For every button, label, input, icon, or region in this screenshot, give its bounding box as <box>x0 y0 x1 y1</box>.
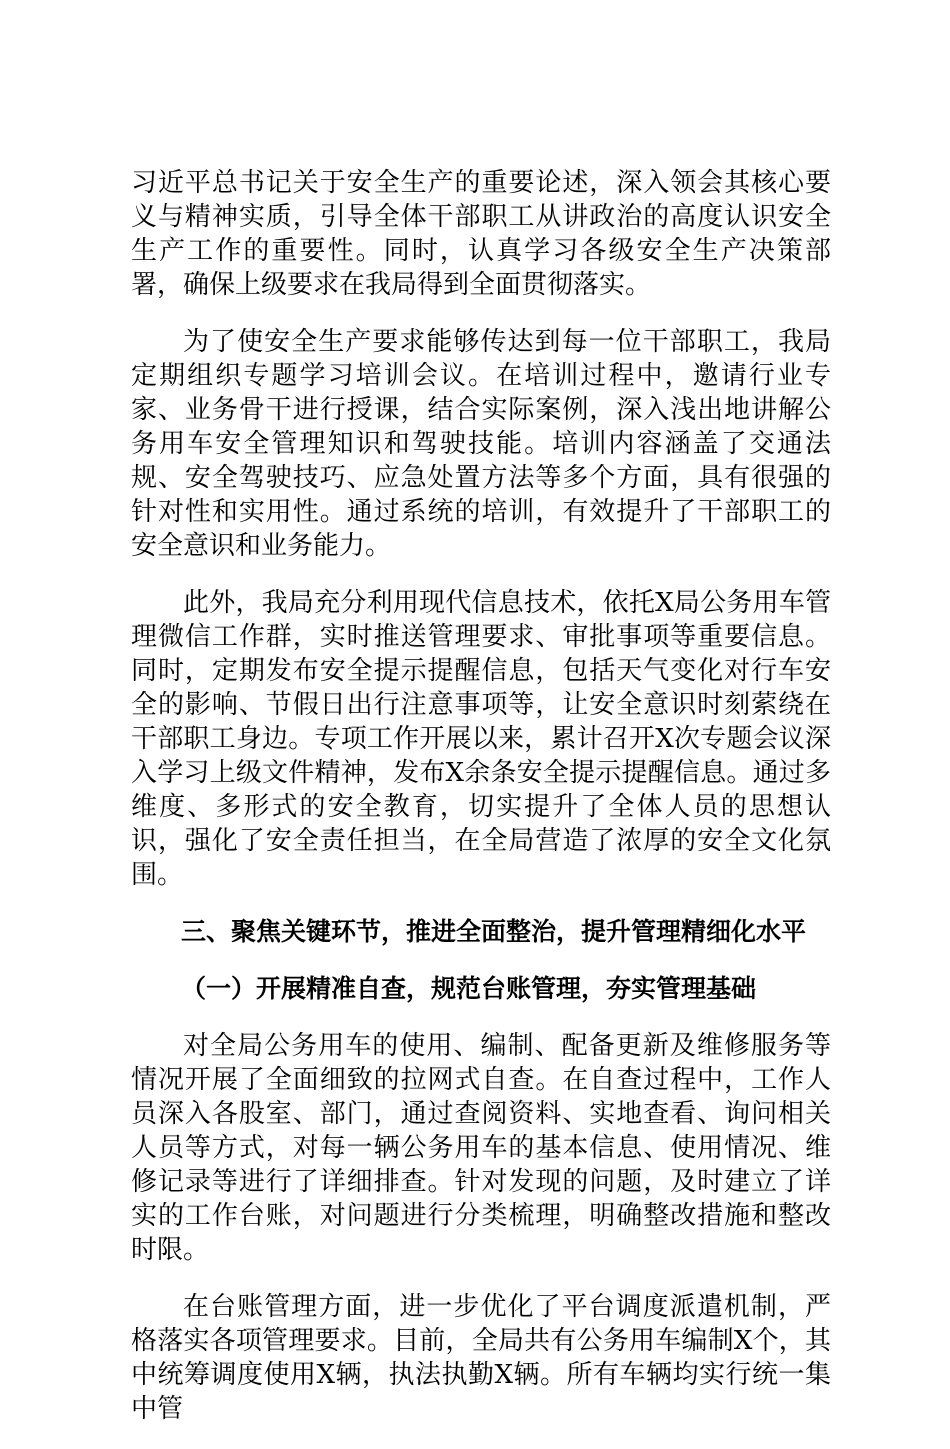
document-body <box>131 166 831 1449</box>
paragraph-training-meetings: 为了使安全生产要求能够传达到每一位干部职工，我局定期组织专题学习培训会议。在培训过程中，邀请行业专家、业务骨干进行授课，结合实际案例，深入浅出地讲解公务用车安全管理知识和驾驶技能。培训内容涵盖了交通法规、安全驾驶技巧、应急处置方法等多个方面，具有很强的针对性和实用性。通过系统的培训，有效提升了干部职工的安全意识和业务能力。 <box>131 327 831 561</box>
paragraph-information-technology: 此外，我局充分利用现代信息技术，依托X局公务用车管理微信工作群，实时推送管理要求、审批事项等重要信息。同时，定期发布安全提示提醒信息，包括天气变化对行车安全的影响、节假日出行注意事项等，让安全意识时刻萦绕在干部职工身边。专项工作开展以来，累计召开X次专题会议深入学习上级文件精神，发布X余条安全提示提醒信息。通过多维度、多形式的安全教育，切实提升了全体人员的思想认识，强化了安全责任担当，在全局营造了浓厚的安全文化氛围。 <box>131 588 831 890</box>
paragraph-self-inspection: 对全局公务用车的使用、编制、配备更新及维修服务等情况开展了全面细致的拉网式自查。在自查过程中，工作人员深入各股室、部门，通过查阅资料、实地查看、询问相关人员等方式，对每一辆公务用车的基本信息、使用情况、维修记录等进行了详细排查。针对发现的问题，及时建立了详实的工作台账，对问题进行分类梳理，明确整改措施和整改时限。 <box>131 1031 831 1265</box>
section-heading: 三、聚焦关键环节，推进全面整治，提升管理精细化水平 <box>181 917 807 946</box>
paragraph-study-directives: 习近平总书记关于安全生产的重要论述，深入领会其核心要义与精神实质，引导全体干部职工从讲政治的高度认识安全生产工作的重要性。同时，认真学习各级安全生产决策部署，确保上级要求在我局得到全面贯彻落实。 <box>131 168 831 300</box>
paragraph-ledger-management: 在台账管理方面，进一步优化了平台调度派遣机制，严格落实各项管理要求。目前，全局共有公务用车编制X个，其中统筹调度使用X辆，执法执勤X辆。所有车辆均实行统一集中管 <box>131 1292 831 1424</box>
subsection-heading: （一）开展精准自查，规范台账管理，夯实管理基础 <box>181 974 757 1003</box>
